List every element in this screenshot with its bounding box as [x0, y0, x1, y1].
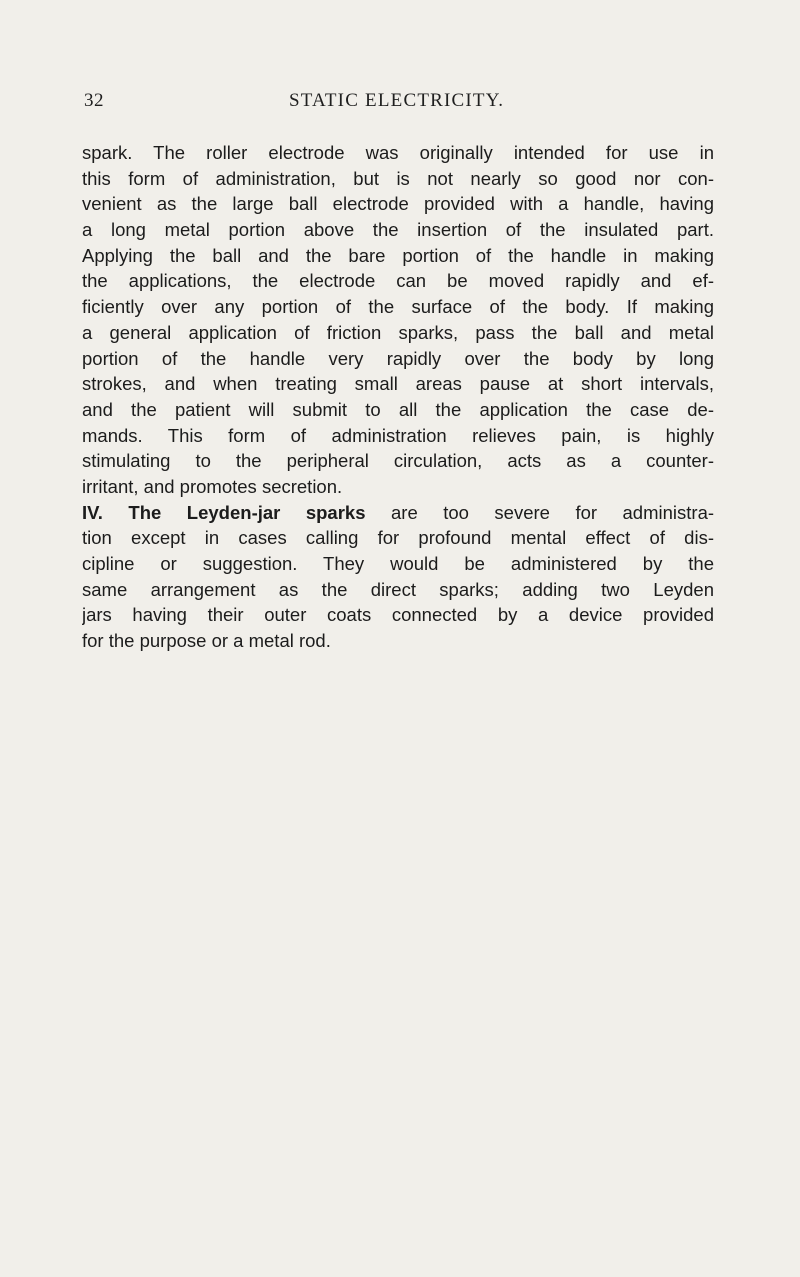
text-line: jars having their outer coats connected by a device provided: [82, 604, 714, 626]
section-iv-first-line: [82, 500, 714, 526]
text-line: spark. The roller electrode was originally intended for use in: [82, 142, 714, 163]
text-line: portion of the handle very rapidly over the body by long: [82, 347, 714, 369]
running-head: [84, 90, 714, 116]
page-number: 32: [84, 90, 104, 111]
text-line: mands. This form of administration relieves pain, is highly: [82, 424, 714, 446]
text-line: tion except in cases calling for profound mental effect of dis-: [82, 527, 714, 549]
body-text: [82, 140, 714, 654]
text-line: a long metal portion above the insertion of the insulated part.: [82, 219, 714, 241]
text-line: irritant, and promotes secretion.: [82, 475, 343, 497]
text-line: cipline or suggestion. They would be administered by the: [82, 553, 714, 574]
text-line: ficiently over any portion of the surface of the body. If making: [82, 296, 714, 318]
section-label: IV.: [82, 501, 103, 523]
text-line: venient as the large ball electrode provided with a handle, having: [82, 193, 714, 215]
running-title: STATIC ELECTRICITY.: [289, 90, 505, 111]
text-line: stimulating to the peripheral circulation, acts as a counter-: [82, 450, 714, 472]
text-line: the applications, the electrode can be moved rapidly and ef-: [82, 270, 714, 292]
text-line: Applying the ball and the bare portion of the handle in making: [82, 244, 714, 266]
section-title: The Leyden-jar sparks: [128, 501, 366, 523]
text-line: same arrangement as the direct sparks; adding two Leyden: [82, 578, 714, 600]
section-first-line-text: are too severe for administra-: [391, 501, 714, 523]
text-line: this form of administration, but is not nearly so good nor con-: [82, 167, 714, 189]
text-line: a general application of friction sparks, pass the ball and metal: [82, 321, 714, 343]
text-line: and the patient will submit to all the application the case de-: [82, 398, 714, 420]
text-line: for the purpose or a metal rod.: [82, 630, 331, 652]
text-line: strokes, and when treating small areas pause at short intervals,: [82, 373, 714, 395]
